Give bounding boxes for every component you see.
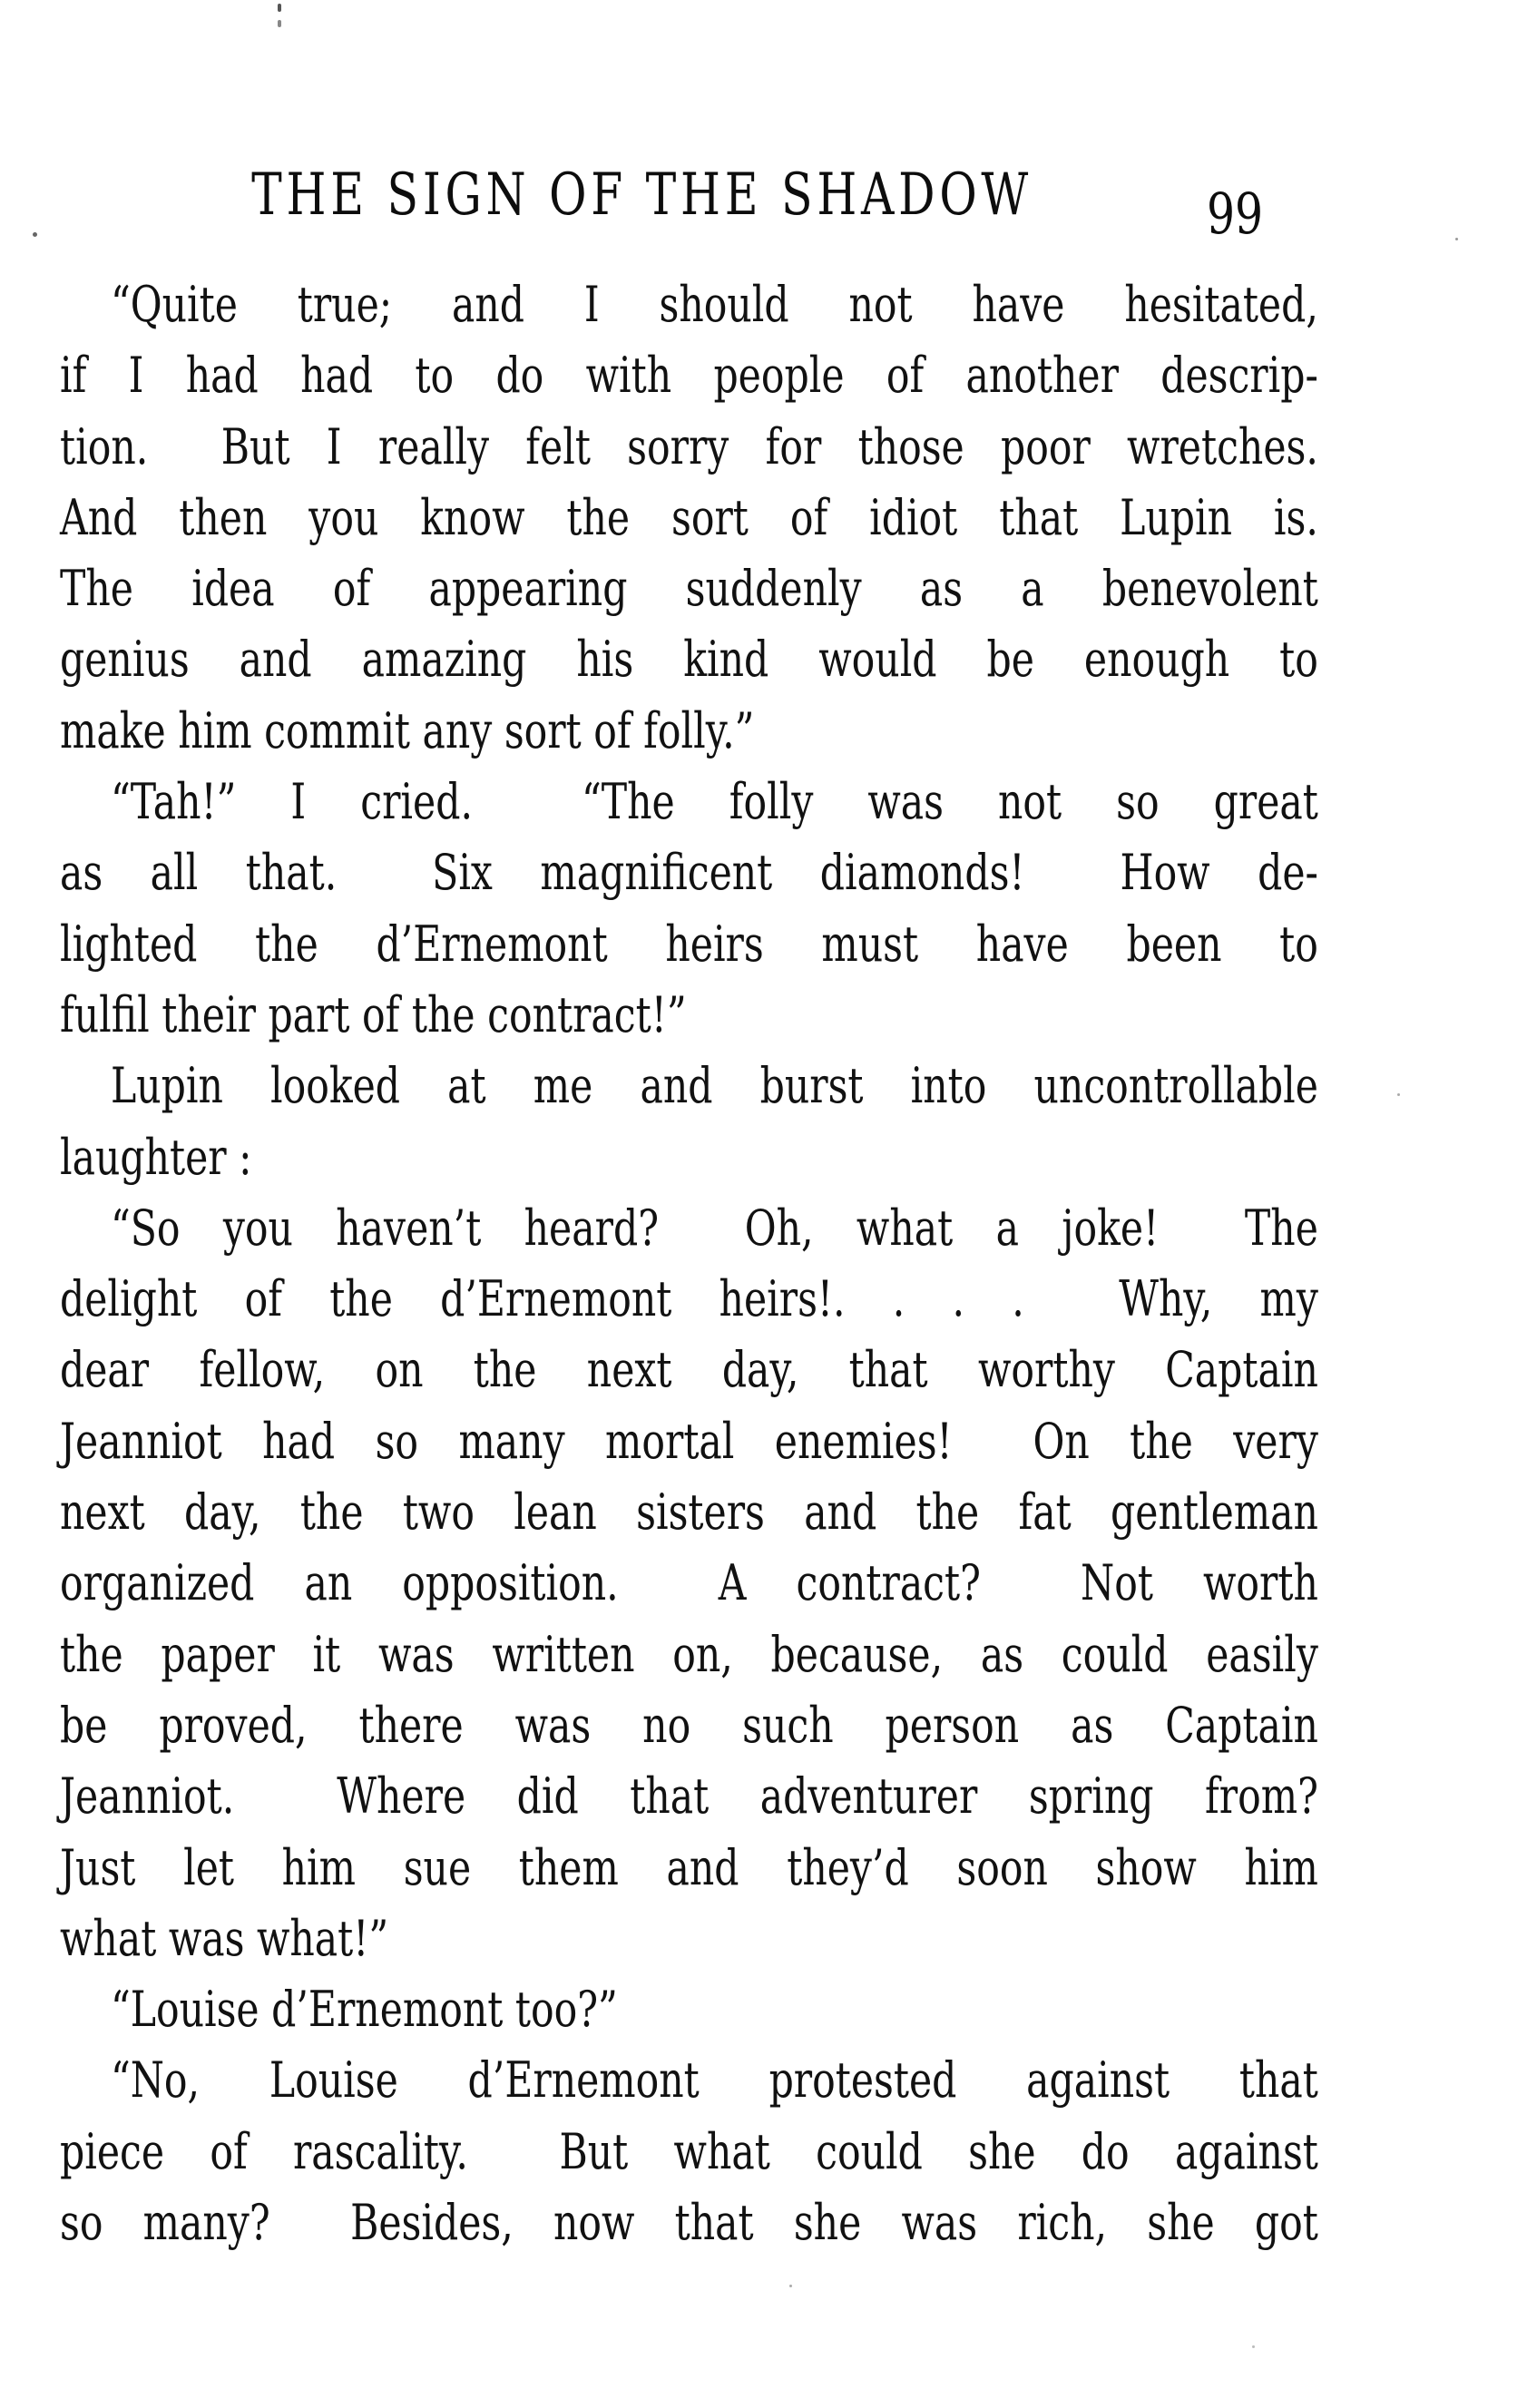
text-line: the paper it was written on, because, as could easily xyxy=(60,1625,1318,1683)
running-head-title: THE SIGN OF THE SHADOW xyxy=(251,162,1033,229)
text-line: And then you know the sort of idiot that Lupin is. xyxy=(60,488,1318,546)
text-line: delight of the d’Ernemont heirs!. . . . Why, my xyxy=(60,1270,1318,1328)
text-line: Lupin looked at me and burst into uncontrollable xyxy=(110,1057,1318,1115)
scan-artifact xyxy=(33,232,37,237)
scan-artifact xyxy=(278,4,281,12)
text-line: “Tah!” I cried. “The folly was not so great xyxy=(110,773,1318,831)
text-line: make him commit any sort of folly.” xyxy=(60,701,755,759)
text-line: so many? Besides, now that she was rich, she got xyxy=(60,2194,1318,2252)
text-line: lighted the d’Ernemont heirs must have been to xyxy=(60,915,1318,973)
scan-artifact xyxy=(1252,2345,1255,2348)
text-line: if I had had to do with people of another descrip- xyxy=(60,347,1318,405)
text-line: genius and amazing his kind would be enough to xyxy=(60,631,1318,689)
scan-artifact xyxy=(278,20,281,27)
text-line: as all that. Six magnificent diamonds! How de- xyxy=(60,844,1318,902)
text-line: Jeanniot. Where did that adventurer spring from? xyxy=(60,1767,1318,1826)
text-line: “Louise d’Ernemont too?” xyxy=(110,1981,618,2039)
text-column xyxy=(60,162,1318,2258)
text-line: laughter : xyxy=(60,1128,252,1186)
text-line: Just let him sue them and they’d soon show him xyxy=(60,1838,1318,1896)
text-line: “No, Louise d’Ernemont protested against that xyxy=(110,2051,1318,2109)
scan-artifact xyxy=(1397,1093,1400,1096)
page-body-text xyxy=(60,269,1318,2258)
text-line: what was what!” xyxy=(60,1909,389,1967)
text-line: organized an opposition. A contract? Not worth xyxy=(60,1554,1318,1612)
text-line: The idea of appearing suddenly as a benevolent xyxy=(60,560,1318,618)
page-header xyxy=(60,162,1318,269)
text-line: piece of rascality. But what could she do against xyxy=(60,2122,1318,2180)
text-line: fulfil their part of the contract!” xyxy=(60,985,687,1043)
scan-artifact xyxy=(789,2285,792,2287)
text-line: dear fellow, on the next day, that worthy Captain xyxy=(60,1341,1318,1399)
scan-artifact xyxy=(1455,238,1458,240)
text-line: be proved, there was no such person as Captain xyxy=(60,1696,1318,1754)
text-line: next day, the two lean sisters and the fat gentleman xyxy=(60,1483,1318,1542)
text-line: “So you haven’t heard? Oh, what a joke! The xyxy=(110,1199,1318,1257)
text-line: Jeanniot had so many mortal enemies! On the very xyxy=(60,1412,1318,1470)
text-line: “Quite true; and I should not have hesitated, xyxy=(110,276,1318,333)
text-line: tion. But I really felt sorry for those poor wretches. xyxy=(60,417,1318,475)
page-number: 99 xyxy=(1206,181,1264,247)
